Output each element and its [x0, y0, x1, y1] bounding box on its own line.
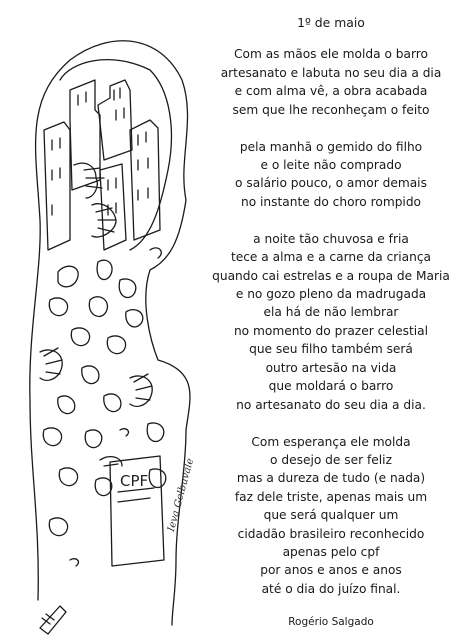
poem-line: ela há de não lembrar	[263, 305, 399, 320]
stanza-2	[205, 138, 457, 212]
stanza-1	[205, 45, 457, 119]
poem-line: e o leite não comprado	[260, 158, 402, 173]
building-5	[100, 164, 126, 250]
figure-outline	[30, 41, 190, 625]
poem-line: que será qualquer um	[263, 508, 399, 523]
poem-line: Com esperança ele molda	[251, 434, 411, 449]
poem-line: Com as mãos ele molda o barro	[233, 47, 428, 62]
poem-text	[205, 14, 457, 631]
poem-line: apenas pelo cpf	[282, 544, 380, 559]
poem-line: faz dele triste, apenas mais um	[234, 489, 428, 504]
stanza-4	[205, 433, 457, 599]
stanza-3	[205, 230, 457, 414]
poem-line: sem que lhe reconheçam o feito	[232, 102, 430, 117]
poem-line: no artesanato do seu dia a dia.	[236, 397, 426, 412]
poem-line: pela manhã o gemido do filho	[239, 139, 423, 154]
hand-right-upper	[92, 204, 116, 237]
poem-line: outro artesão na vida	[265, 360, 397, 375]
poem-line: até o dia do juízo final.	[261, 581, 401, 596]
poem-line: quando cai estrelas e a roupa de Maria	[212, 268, 450, 283]
poem-line: no instante do choro rompido	[240, 194, 422, 209]
cpf-document-label: CPF	[120, 472, 149, 490]
building-3	[130, 120, 160, 240]
hand-left-mid	[40, 348, 62, 380]
artist-signature: Ieva Gelbuvale	[166, 457, 197, 533]
poem-line: artesanato e labuta no seu dia a dia	[220, 65, 442, 80]
poem-line: o salário pouco, o amor demais	[235, 176, 427, 191]
poem-line: o desejo de ser feliz	[270, 452, 392, 467]
poem-line: e no gozo pleno da madrugada	[235, 287, 427, 302]
poem-line: a noite tão chuvosa e fria	[253, 231, 409, 246]
poem-title: 1º de maio	[297, 15, 365, 30]
poem-line: por anos e anos e anos	[260, 563, 402, 578]
poem-line: que seu filho também será	[249, 342, 413, 357]
building-4	[44, 122, 70, 250]
poem-line: mas a dureza de tudo (e nada)	[236, 471, 426, 486]
poem-author: Rogério Salgado	[288, 615, 374, 628]
poem-line: e com alma vê, a obra acabada	[234, 84, 428, 99]
poem-line: no momento do prazer celestial	[233, 323, 429, 338]
poem-line: cidadão brasileiro reconhecido	[237, 526, 425, 541]
hand-right-mid	[130, 374, 152, 406]
building-2	[98, 80, 132, 160]
poem-line: tece a alma e a carne da criança	[230, 250, 432, 265]
poem-line: que moldará o barro	[268, 379, 394, 394]
